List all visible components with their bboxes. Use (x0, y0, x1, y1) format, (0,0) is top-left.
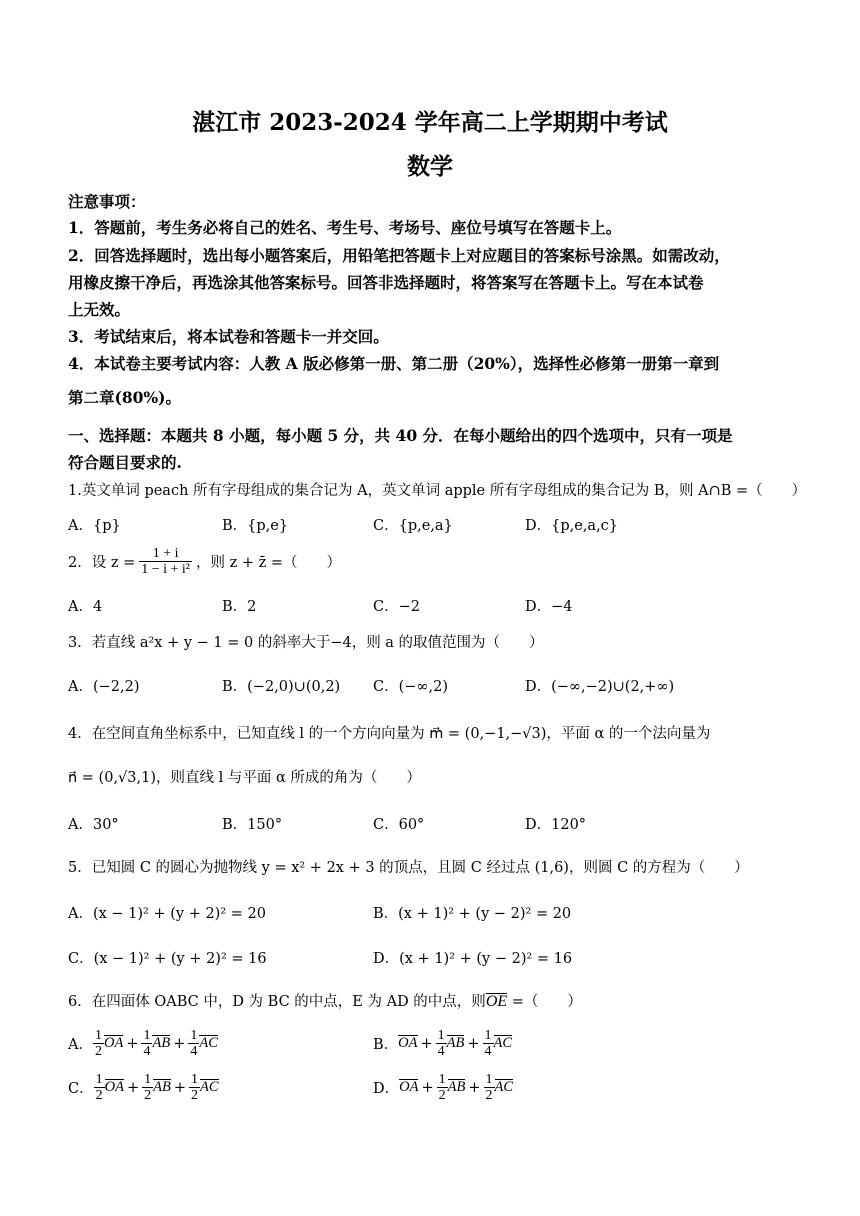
vector-ab: AB (446, 1035, 465, 1052)
fraction-numerator: 1 (143, 1028, 151, 1043)
plus-sign: + (468, 1079, 481, 1096)
question-4-option-d: D．120° (525, 817, 587, 833)
question-4-option-c: C．60° (373, 817, 425, 833)
question-2-stem-prefix: 2．设 z = (68, 555, 136, 572)
question-5-option-c: C．(x − 1)² + (y + 2)² = 16 (68, 951, 267, 967)
question-6-stem-suffix: =（ ） (507, 994, 582, 1010)
vector-ab: AB (153, 1079, 171, 1096)
fraction-numerator: 1 (94, 1028, 102, 1043)
question-2-option-b: B．2 (222, 599, 257, 615)
question-2-denominator: 1 − i + i² (141, 562, 191, 578)
question-5-option-a: A．(x − 1)² + (y + 2)² = 20 (68, 906, 266, 922)
question-3-option-a: A．(−2,2) (68, 679, 140, 695)
fraction-numerator: 1 (438, 1072, 446, 1087)
option-a-label: A． (68, 1037, 93, 1054)
notice-item-3: 3．考试结束后，将本试卷和答题卡一并交回。 (68, 327, 389, 346)
question-4-stem-line2: n⃗ = (0,√3,1)，则直线 l 与平面 α 所成的角为（ ） (68, 770, 421, 786)
vector-oa: OA (103, 1035, 124, 1052)
question-3-stem: 3．若直线 a²x + y − 1 = 0 的斜率大于−4，则 a 的取值范围为（ ） (68, 635, 544, 651)
question-2-stem (68, 546, 341, 578)
question-5-option-b: B．(x + 1)² + (y − 2)² = 20 (373, 906, 572, 922)
question-6-option-d (373, 1072, 513, 1104)
notice-item-4-line2: 第二章(80%)。 (68, 388, 181, 407)
notice-item-2-line2: 用橡皮擦干净后，再选涂其他答案标号。回答非选择题时，将答案写在答题卡上。写在本试卷 (68, 273, 704, 292)
fraction-denominator: 4 (190, 1044, 198, 1060)
question-6-option-b (373, 1028, 512, 1060)
fraction-denominator: 2 (190, 1088, 198, 1104)
question-2-option-d: D．−4 (525, 599, 573, 615)
notice-item-1: 1．答题前，考生务必将自己的姓名、考生号、考场号、座位号填写在答题卡上。 (68, 218, 622, 237)
fraction-denominator: 2 (144, 1088, 152, 1104)
option-d-label: D． (373, 1081, 400, 1098)
fraction-numerator: 1 (95, 1072, 103, 1087)
question-2-option-c: C．−2 (373, 599, 420, 615)
option-b-label: B． (373, 1037, 399, 1054)
fraction-numerator: 1 (484, 1028, 492, 1043)
fraction-denominator: 2 (94, 1044, 102, 1060)
fraction-one-half (189, 1072, 200, 1104)
fraction-denominator: 4 (437, 1044, 445, 1060)
plus-sign: + (173, 1079, 186, 1096)
question-2-numerator: 1 + i (139, 546, 192, 562)
notice-item-4-line1: 4．本试卷主要考试内容：人教 A 版必修第一册、第二册（20%），选择性必修第一册第一章到 (68, 354, 720, 373)
question-6-option-c (68, 1072, 219, 1104)
notice-item-2-line3: 上无效。 (68, 300, 131, 319)
fraction-one-quarter (188, 1028, 199, 1060)
section-heading-line1: 一、选择题：本题共 8 小题，每小题 5 分，共 40 分．在每小题给出的四个选项中，只有一项是 (68, 426, 733, 445)
question-6-vector-oe: OE (485, 993, 508, 1010)
fraction-denominator: 4 (484, 1044, 492, 1060)
question-1-option-b: B．{p,e} (222, 518, 289, 534)
vector-ac: AC (199, 1079, 219, 1096)
fraction-one-quarter (436, 1028, 447, 1060)
question-1-option-c: C．{p,e,a} (373, 518, 453, 534)
question-3-option-b: B．(−2,0)∪(0,2) (222, 679, 341, 695)
question-2-fraction (139, 546, 192, 578)
question-3-option-c: C．(−∞,2) (373, 679, 448, 695)
question-5-option-d: D．(x + 1)² + (y − 2)² = 16 (373, 951, 573, 967)
question-6-option-a (68, 1028, 218, 1060)
question-4-option-a: A．30° (68, 817, 119, 833)
fraction-one-half (142, 1072, 153, 1104)
fraction-one-half (484, 1072, 495, 1104)
plus-sign: + (467, 1035, 480, 1052)
question-2-option-a: A．4 (68, 599, 103, 615)
question-3-option-d: D．(−∞,−2)∪(2,+∞) (525, 679, 675, 695)
fraction-one-half (437, 1072, 448, 1104)
question-5-stem: 5．已知圆 C 的圆心为抛物线 y = x² + 2x + 3 的顶点，且圆 C 经过点 (1,6)，则圆 C 的方程为（ ） (68, 860, 749, 876)
vector-oa: OA (399, 1079, 419, 1096)
vector-ac: AC (494, 1079, 514, 1096)
question-1-stem: 1.英文单词 peach 所有字母组成的集合记为 A，英文单词 apple 所有字母组成的集合记为 B，则 A∩B =（ ） (68, 483, 807, 499)
question-1-option-a: A．{p} (68, 518, 121, 534)
fraction-denominator: 2 (95, 1088, 103, 1104)
fraction-one-quarter (141, 1028, 152, 1060)
fraction-one-half (93, 1028, 104, 1060)
vector-oa: OA (104, 1079, 124, 1096)
notice-heading: 注意事项： (68, 192, 146, 211)
subject-title: 数学 (407, 153, 453, 180)
question-1-option-d: D．{p,e,a,c} (525, 518, 619, 534)
plus-sign: + (173, 1035, 186, 1052)
option-c-label: C． (68, 1081, 94, 1098)
section-heading-line2: 符合题目要求的. (68, 453, 182, 472)
plus-sign: + (421, 1079, 434, 1096)
vector-ab: AB (447, 1079, 466, 1096)
plus-sign: + (126, 1035, 139, 1052)
fraction-denominator: 4 (143, 1044, 151, 1060)
fraction-numerator: 1 (190, 1072, 198, 1087)
vector-ab: AB (152, 1035, 171, 1052)
question-6-stem-prefix: 6．在四面体 OABC 中，D 为 BC 的中点，E 为 AD 的中点，则 (68, 994, 486, 1010)
exam-title: 湛江市 2023-2024 学年高二上学期期中考试 (192, 109, 668, 136)
fraction-one-half (94, 1072, 105, 1104)
vector-oa: OA (398, 1035, 418, 1052)
plus-sign: + (420, 1035, 433, 1052)
question-4-stem-line1: 4．在空间直角坐标系中，已知直线 l 的一个方向向量为 m⃗ = (0,−1,−√3)，平面 α 的一个法向量为 (68, 726, 711, 742)
question-6-stem (68, 990, 582, 1011)
vector-ac: AC (199, 1035, 218, 1052)
fraction-denominator: 2 (485, 1088, 493, 1104)
fraction-numerator: 1 (190, 1028, 198, 1043)
fraction-numerator: 1 (144, 1072, 152, 1087)
vector-ac: AC (493, 1035, 513, 1052)
fraction-denominator: 2 (438, 1088, 446, 1104)
fraction-numerator: 1 (485, 1072, 493, 1087)
plus-sign: + (126, 1079, 140, 1096)
fraction-numerator: 1 (437, 1028, 445, 1043)
question-2-stem-suffix: ，则 z + z̄ =（ ） (196, 555, 342, 572)
notice-item-2-line1: 2．回答选择题时，选出每小题答案后，用铅笔把答题卡上对应题目的答案标号涂黑。如需改动， (68, 246, 730, 265)
fraction-one-quarter (483, 1028, 494, 1060)
question-4-option-b: B．150° (222, 817, 283, 833)
